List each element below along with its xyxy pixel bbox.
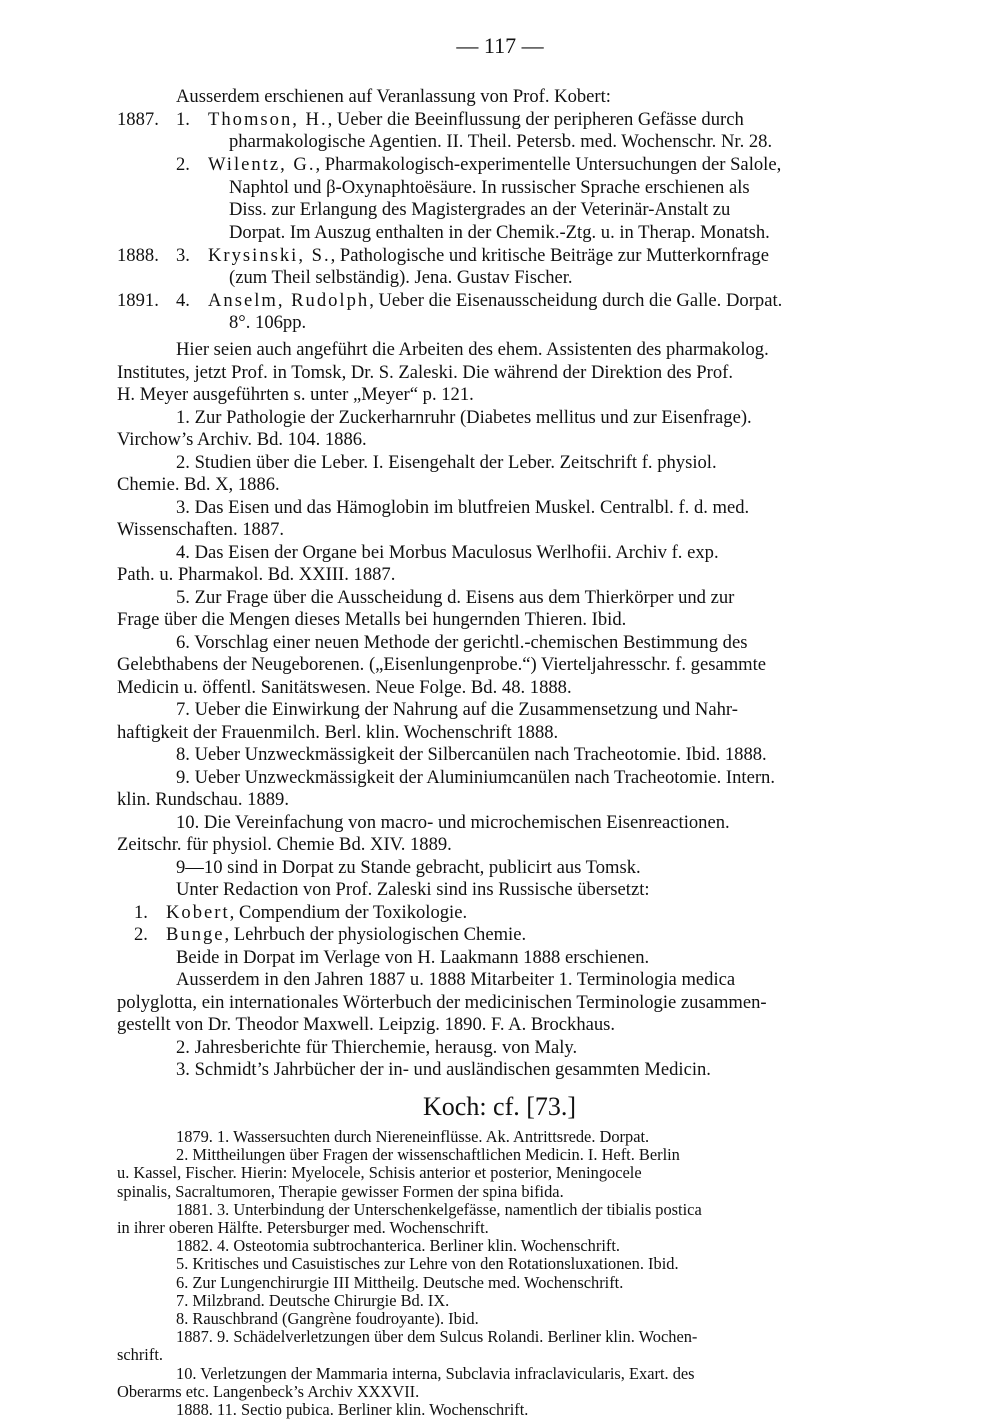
paragraph-line: u. Kassel, Fischer. Hierin: Myelocele, Schisis anterior et posterior, Meningocele — [117, 1163, 642, 1183]
paragraph-line: 7. Ueber die Einwirkung der Nahrung auf die Zusammensetzung und Nahr- — [176, 699, 738, 720]
entry-text: , Pathologische und kritische Beiträge zur Mutterkornfrage — [330, 245, 769, 266]
kobert-intro: Ausserdem erschienen auf Veranlassung von Prof. Kobert: — [176, 86, 611, 107]
entry-year: 1887. — [117, 109, 159, 130]
entry-number: 3. — [176, 245, 190, 266]
entry-line: pharmakologische Agentien. II. Theil. Petersb. med. Wochenschr. Nr. 28. — [229, 131, 773, 152]
entry-author: Krysinski, S. — [208, 245, 331, 266]
paragraph-line: klin. Rundschau. 1889. — [117, 789, 289, 810]
entry-year: 1891. — [117, 290, 159, 311]
paragraph-line: 3. Das Eisen und das Hämoglobin im blutfreien Muskel. Centralbl. f. d. med. — [176, 497, 750, 518]
paragraph-line: Gelebthabens der Neugeborenen. („Eisenlungenprobe.“) Vierteljahresschr. f. gesammte — [117, 654, 767, 675]
entry-number: 4. — [176, 290, 190, 311]
entry-text: , Lehrbuch der physiologischen Chemie. — [224, 924, 527, 945]
entry-author: Thomson, H. — [208, 109, 328, 130]
paragraph-line: 1. Zur Pathologie der Zuckerharnruhr (Diabetes mellitus und zur Eisenfrage). — [176, 407, 752, 428]
paragraph-line: in ihrer oberen Hälfte. Petersburger med. Wochenschrift. — [117, 1218, 489, 1237]
paragraph-line: 5. Zur Frage über die Ausscheidung d. Eisens aus dem Thierkörper und zur — [176, 587, 735, 608]
paragraph-line: Wissenschaften. 1887. — [117, 519, 285, 540]
entry-line — [208, 154, 781, 176]
entry-author: Bunge — [166, 924, 225, 945]
entry-line: 8°. 106pp. — [229, 312, 307, 333]
entry-number: 2. — [176, 154, 190, 175]
paragraph-line: 1887. 9. Schädelverletzungen über dem Sulcus Rolandi. Berliner klin. Wochen- — [176, 1327, 698, 1347]
entry-line — [208, 290, 782, 312]
paragraph-line: 1882. 4. Osteotomia subtrochanterica. Berliner klin. Wochenschrift. — [176, 1236, 620, 1256]
paragraph-line: Institutes, jetzt Prof. in Tomsk, Dr. S. Zaleski. Die während der Direktion des Prof. — [117, 362, 733, 383]
paragraph-line: Virchow’s Archiv. Bd. 104. 1886. — [117, 429, 367, 450]
paragraph-line: 6. Zur Lungenchirurgie III Mittheilg. Deutsche med. Wochenschrift. — [176, 1272, 624, 1292]
entry-line — [208, 109, 744, 131]
entry-text: , Ueber die Beeinflussung der peripheren Gefässe durch — [327, 109, 744, 130]
paragraph-line: Zeitschr. für physiol. Chemie Bd. XIV. 1889. — [117, 834, 452, 855]
entry-line: Naphtol und β-Oxynaphtoësäure. In russischer Sprache erschienen als — [229, 177, 750, 198]
paragraph-line: polyglotta, ein internationales Wörterbuch der medicinischen Terminologie zusammen- — [117, 992, 767, 1013]
paragraph-line: 4. Das Eisen der Organe bei Morbus Maculosus Werlhofii. Archiv f. exp. — [176, 542, 719, 563]
paragraph-line: 2. Mittheilungen über Fragen der wissenschaftlichen Medicin. I. Heft. Berlin — [176, 1145, 680, 1165]
paragraph-line: 8. Rauschbrand (Gangrène foudroyante). Ibid. — [176, 1309, 479, 1328]
paragraph-line: Frage über die Mengen dieses Metalls bei hungernden Thieren. Ibid. — [117, 609, 627, 630]
paragraph-line: Oberarms etc. Langenbeck’s Archiv XXXVII. — [117, 1381, 420, 1401]
paragraph-line: Path. u. Pharmakol. Bd. XXIII. 1887. — [117, 564, 396, 585]
paragraph-line: Chemie. Bd. X, 1886. — [117, 474, 280, 495]
page-number: — 117 — — [456, 33, 544, 58]
paragraph-line: Medicin u. öffentl. Sanitätswesen. Neue Folge. Bd. 48. 1888. — [117, 677, 572, 698]
entry-author: Kobert — [166, 902, 230, 923]
entry-line — [166, 924, 526, 946]
paragraph-line: Hier seien auch angeführt die Arbeiten des ehem. Assistenten des pharmakolog. — [176, 339, 769, 360]
entry-text: , Compendium der Toxikologie. — [229, 902, 468, 923]
entry-text: , Pharmakologisch-experimentelle Untersuchungen der Salole, — [315, 154, 782, 175]
entry-number: 1. — [176, 109, 190, 130]
entry-line — [208, 245, 769, 267]
paragraph-line: Beide in Dorpat im Verlage von H. Laakmann 1888 erschienen. — [176, 947, 650, 968]
paragraph-line: 1881. 3. Unterbindung der Unterschenkelgefässe, namentlich der tibialis postica — [176, 1199, 702, 1219]
paragraph-line: spinalis, Sacraltumoren, Therapie gewisser Formen der spina bifida. — [117, 1181, 564, 1201]
paragraph-line: 5. Kritisches und Casuistisches zur Lehre von den Rotationsluxationen. Ibid. — [176, 1254, 679, 1274]
entry-line: (zum Theil selbständig). Jena. Gustav Fischer. — [229, 267, 573, 288]
entry-number: 1. — [134, 902, 148, 923]
entry-year: 1888. — [117, 245, 159, 266]
paragraph-line: 9—10 sind in Dorpat zu Stande gebracht, publicirt aus Tomsk. — [176, 857, 641, 878]
entry-line: Dorpat. Im Auszug enthalten in der Chemik.-Ztg. u. in Therap. Monatsh. — [229, 222, 770, 243]
paragraph-line: H. Meyer ausgeführten s. unter „Meyer“ p. 121. — [117, 384, 474, 405]
paragraph-line: 2. Studien über die Leber. I. Eisengehalt der Leber. Zeitschrift f. physiol. — [176, 452, 717, 473]
entry-text: , Ueber die Eisenausscheidung durch die Galle. Dorpat. — [369, 290, 783, 311]
paragraph-line: 10. Die Vereinfachung von macro- und microchemischen Eisenreactionen. — [176, 812, 730, 833]
paragraph-line: 10. Verletzungen der Mammaria interna, Subclavia infraclavicularis, Exart. des — [176, 1363, 695, 1383]
paragraph-line: gestellt von Dr. Theodor Maxwell. Leipzig. 1890. F. A. Brockhaus. — [117, 1014, 616, 1035]
entry-author: Wilentz, G. — [208, 154, 316, 175]
paragraph-line: Unter Redaction von Prof. Zaleski sind ins Russische übersetzt: — [176, 879, 650, 900]
entry-number: 2. — [134, 924, 148, 945]
paragraph-line: schrift. — [117, 1345, 163, 1365]
entry-line — [166, 902, 467, 924]
paragraph-line: 1888. 11. Sectio pubica. Berliner klin. Wochenschrift. — [176, 1400, 529, 1419]
entry-line: Diss. zur Erlangung des Magistergrades an der Veterinär-Anstalt zu — [229, 199, 731, 220]
paragraph-line: 8. Ueber Unzweckmässigkeit der Silbercanülen nach Tracheotomie. Ibid. 1888. — [176, 744, 767, 765]
paragraph-line: 3. Schmidt’s Jahrbücher der in- und ausländischen gesammten Medicin. — [176, 1059, 711, 1080]
paragraph-line: 9. Ueber Unzweckmässigkeit der Aluminiumcanülen nach Tracheotomie. Intern. — [176, 767, 775, 788]
paragraph-line: 1879. 1. Wassersuchten durch Niereneinflüsse. Ak. Antrittsrede. Dorpat. — [176, 1127, 650, 1146]
entry-author: Anselm, Rudolph — [208, 290, 370, 311]
paragraph-line: 7. Milzbrand. Deutsche Chirurgie Bd. IX. — [176, 1290, 450, 1310]
paragraph-line: 2. Jahresberichte für Thierchemie, herausg. von Maly. — [176, 1037, 578, 1058]
paragraph-line: 6. Vorschlag einer neuen Methode der gerichtl.-chemischen Bestimmung des — [176, 632, 748, 653]
paragraph-line: haftigkeit der Frauenmilch. Berl. klin. Wochenschrift 1888. — [117, 722, 559, 743]
section-heading: Koch: cf. [73.] — [423, 1092, 577, 1121]
paragraph-line: Ausserdem in den Jahren 1887 u. 1888 Mitarbeiter 1. Terminologia medica — [176, 969, 736, 990]
